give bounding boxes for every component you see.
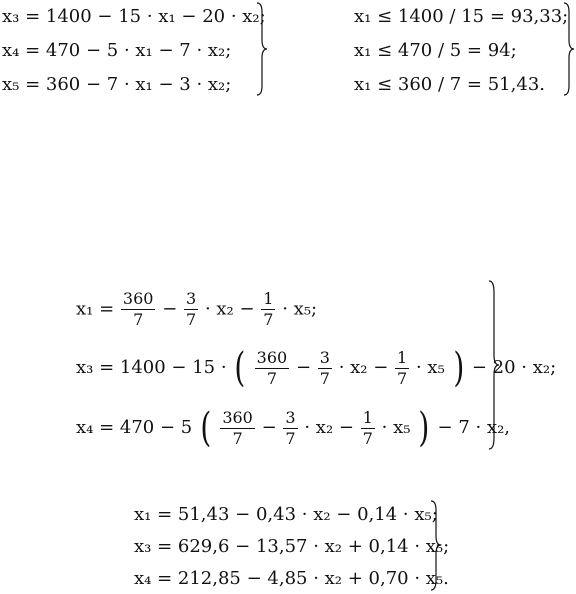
- equation-x3: x₃ = 1400 − 15 · x₁ − 20 · x₂;: [2, 6, 266, 27]
- right-brace: [563, 2, 575, 98]
- lhs: x₄ = 470 − 5: [76, 417, 193, 438]
- open-paren: (: [234, 345, 246, 391]
- equation-row-3: [76, 405, 511, 451]
- tail: − 20 · x₂;: [471, 357, 557, 378]
- result-x1: x₁ = 51,43 − 0,43 · x₂ − 0,14 · x₅;: [134, 504, 438, 525]
- minus: −: [261, 417, 277, 438]
- term: · x₂ −: [204, 298, 255, 320]
- term: · x₅: [381, 417, 411, 438]
- lhs: x₃ = 1400 − 15 ·: [76, 357, 227, 378]
- fraction: $\frac{360}{7}$: [122, 289, 154, 329]
- term: · x₅: [415, 357, 445, 378]
- bound-1: x₁ ≤ 1400 / 15 = 93,33;: [354, 6, 569, 27]
- term: · x₅;: [282, 298, 318, 320]
- fraction: $\frac{1}{7}$: [397, 347, 408, 388]
- term: · x₂ −: [304, 417, 354, 438]
- minus: −: [162, 298, 178, 320]
- result-x3: x₃ = 629,6 − 13,57 · x₂ + 0,14 · x₅;: [134, 536, 450, 557]
- equation-x5: x₅ = 360 − 7 · x₁ − 3 · x₂;: [2, 74, 232, 95]
- fraction: $\frac{3}{7}$: [319, 347, 330, 388]
- bound-3: x₁ ≤ 360 / 7 = 51,43.: [354, 74, 545, 95]
- fraction: $\frac{1}{7}$: [362, 407, 373, 448]
- tail: − 7 · x₂,: [437, 417, 511, 438]
- fraction: $\frac{360}{7}$: [222, 407, 253, 448]
- open-paren: (: [200, 405, 212, 451]
- equation-row-2: [76, 345, 557, 391]
- right-brace: [488, 280, 500, 450]
- fraction: $\frac{360}{7}$: [256, 347, 288, 388]
- fraction: $\frac{3}{7}$: [186, 289, 197, 329]
- right-brace: [256, 2, 268, 98]
- term: · x₂ −: [338, 357, 389, 378]
- right-brace: [430, 500, 442, 592]
- lhs: x₁ =: [76, 298, 115, 320]
- equation-x4: x₄ = 470 − 5 · x₁ − 7 · x₂;: [2, 40, 232, 61]
- close-paren: ): [452, 345, 464, 391]
- equation-row-1: [76, 290, 317, 329]
- result-x4: x₄ = 212,85 − 4,85 · x₂ + 0,70 · x₅.: [134, 568, 449, 589]
- fraction: $\frac{3}{7}$: [285, 407, 296, 448]
- bound-2: x₁ ≤ 470 / 5 = 94;: [354, 40, 517, 61]
- minus: −: [295, 357, 312, 378]
- fraction: $\frac{1}{7}$: [263, 289, 274, 329]
- close-paren: ): [418, 405, 430, 451]
